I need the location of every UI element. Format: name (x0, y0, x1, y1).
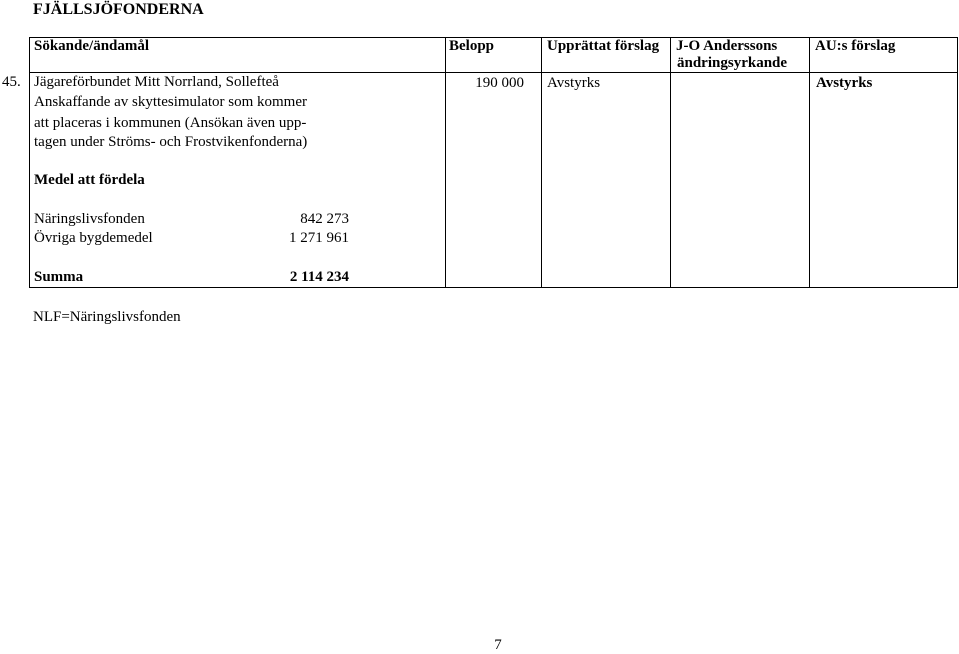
funds-heading: Medel att fördela (34, 172, 145, 188)
header-separator (29, 72, 958, 73)
col-border-left (29, 37, 30, 288)
row-amount: 190 000 (475, 75, 524, 91)
row-proposal: Avstyrks (547, 75, 601, 91)
page-number: 7 (494, 637, 502, 653)
col-header-proposal: Upprättat förslag (547, 38, 660, 54)
row-number: 45. (2, 74, 21, 90)
col-border-proposal (541, 37, 542, 288)
col-border-au (809, 37, 810, 288)
col-header-applicant: Sökande/ändamål (34, 38, 150, 54)
page-title: FJÄLLSJÖFONDERNA (33, 1, 204, 18)
row-applicant-line: Jägareförbundet Mitt Norrland, Sollefteå (34, 74, 279, 90)
col-header-jo-line1: J-O Anderssons (676, 38, 778, 54)
row-applicant-line: att placeras i kommunen (Ansökan även upp- (34, 115, 307, 131)
funds-item-value: 842 273 (300, 211, 349, 227)
funds-item-value: 1 271 961 (289, 230, 349, 246)
footnote: NLF=Näringslivsfonden (33, 309, 181, 325)
col-border-right (957, 37, 958, 288)
col-header-au: AU:s förslag (815, 38, 896, 54)
row-applicant-line: tagen under Ströms- och Frostvikenfonderna) (34, 134, 308, 150)
funds-item-label: Näringslivsfonden (34, 211, 145, 227)
col-header-amount: Belopp (449, 38, 495, 54)
funds-sum-label: Summa (34, 269, 84, 285)
funds-sum-value: 2 114 234 (289, 269, 349, 285)
row-au: Avstyrks (816, 75, 873, 91)
funds-item-label: Övriga bygdemedel (34, 230, 153, 246)
row-applicant-line: Anskaffande av skyttesimulator som kommer (34, 94, 308, 110)
col-header-jo-line2: ändringsyrkande (677, 55, 788, 71)
col-border-jo (670, 37, 671, 288)
table-bottom-border (29, 287, 958, 288)
